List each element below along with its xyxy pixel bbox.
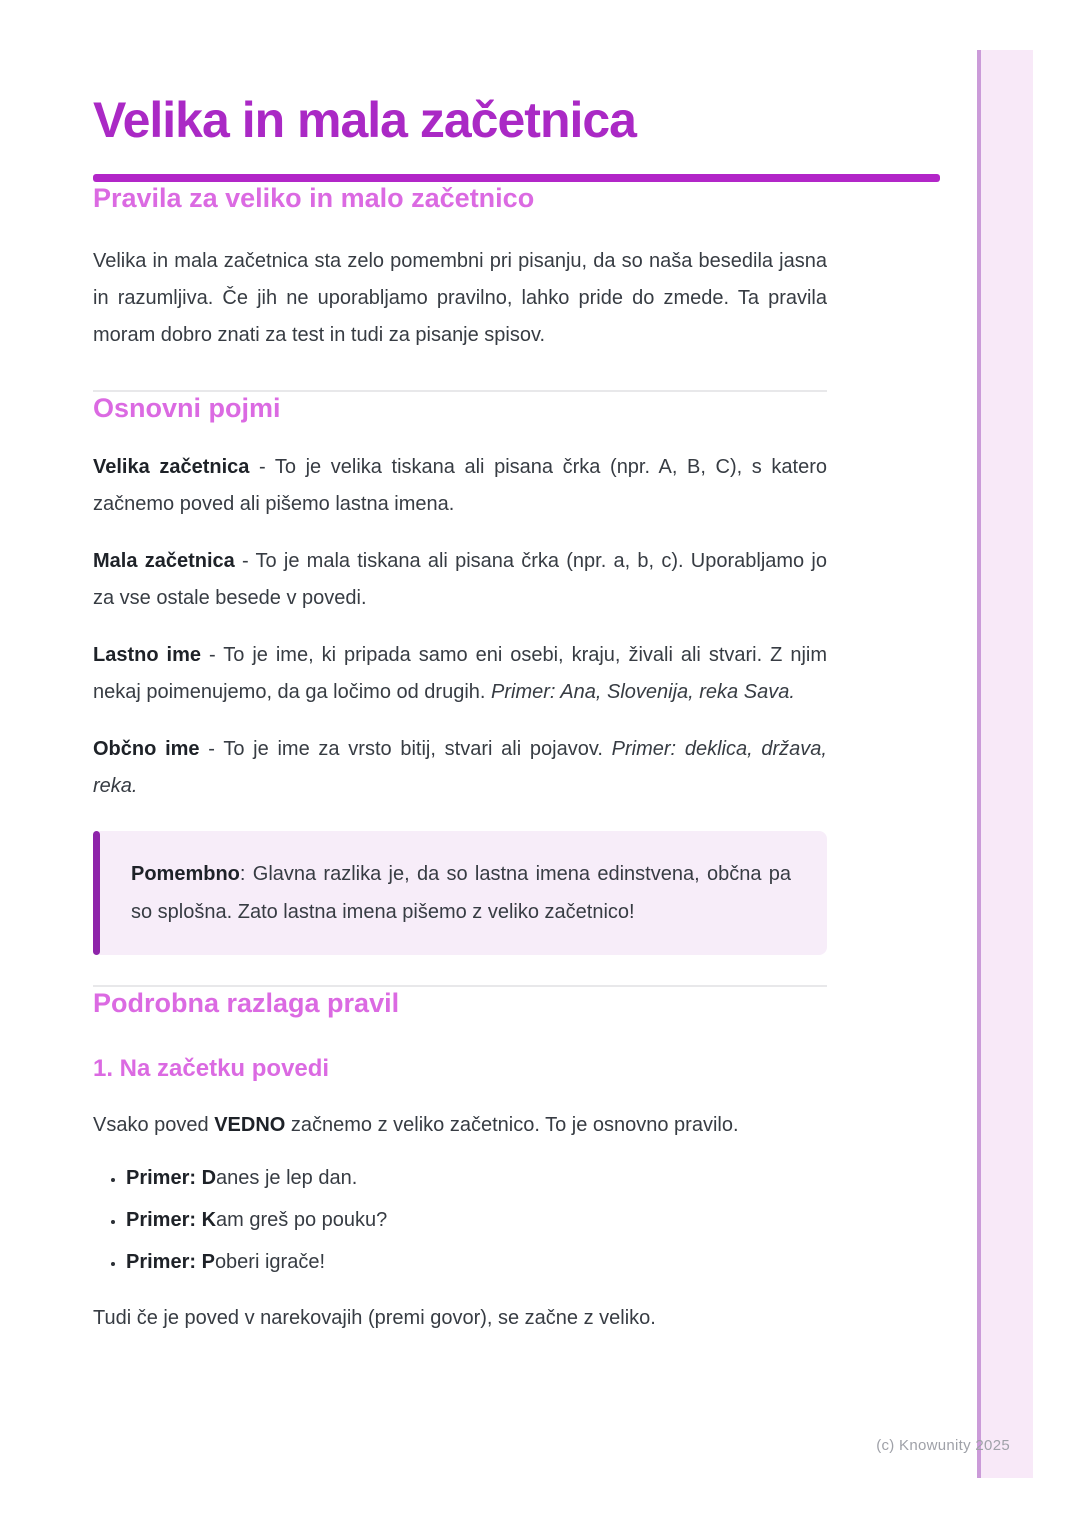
definition-body: To je velika tiskana ali pisana črka (npr. A, B, C), s katero začnemo poved ali pišemo lastna imena.	[93, 456, 827, 515]
definition-term: Mala začetnica	[93, 550, 235, 572]
definition-body: To je ime, ki pripada samo eni osebi, kraju, živali ali stvari. Z njim nekaj poimenujemo, da ga ločimo od drugih.	[93, 644, 827, 703]
definition-velika-zacetnica	[93, 449, 827, 523]
callout-label-separator: :	[239, 863, 253, 885]
page-title: Velika in mala začetnica	[93, 92, 636, 148]
definition-body: To je ime za vrsto bitij, stvari ali pojavov.	[223, 738, 603, 760]
example-list-item	[126, 1208, 940, 1232]
example-lead-letter: D	[201, 1167, 217, 1189]
section-heading-osnovni-pojmi: Osnovni pojmi	[93, 393, 281, 423]
callout-paragraph	[131, 855, 791, 931]
example-rest: am greš po pouku?	[216, 1209, 388, 1231]
example-rest: oberi igrače!	[214, 1251, 325, 1273]
callout-label: Pomembno	[131, 863, 240, 885]
intro-paragraph: Velika in mala začetnica sta zelo pomembni pri pisanju, da so naša besedila jasna in razumljiva. Če jih ne uporabljamo pravilno, lahko pride do zmede. Ta pravila moram dobro znati za test in tudi za pisanje spisov.	[93, 250, 827, 346]
example-list-item	[126, 1166, 940, 1190]
rule1-note-paragraph: Tudi če je poved v narekovajih (premi govor), se začne z veliko.	[93, 1307, 656, 1329]
example-label: Primer:	[126, 1167, 202, 1189]
important-callout	[93, 831, 827, 955]
subsection-heading-na-zacetku-povedi: 1. Na začetku povedi	[93, 1055, 330, 1082]
decorative-side-stripe	[977, 50, 1033, 1478]
definition-lastno-ime	[93, 637, 827, 711]
copyright-footer: (c) Knowunity 2025	[876, 1437, 1010, 1454]
definition-example: Primer: deklica, država, reka.	[93, 738, 827, 797]
definition-term: Velika začetnica	[93, 456, 250, 478]
definition-body: To je mala tiskana ali pisana črka (npr. a, b, c). Uporabljamo jo za vse ostale besede v povedi.	[93, 550, 827, 609]
definition-separator: -	[249, 456, 275, 478]
rule1-intro-post: začnemo z veliko začetnico. To je osnovno pravilo.	[285, 1114, 739, 1136]
example-label: Primer:	[126, 1209, 202, 1231]
section-heading-podrobna-razlaga: Podrobna razlaga pravil	[93, 988, 400, 1018]
definition-mala-zacetnica	[93, 543, 827, 617]
definition-term: Občno ime	[93, 738, 200, 760]
rule1-intro-pre: Vsako poved	[93, 1114, 215, 1136]
definition-separator: -	[201, 644, 224, 666]
example-list-item	[126, 1250, 940, 1274]
example-lead-letter: K	[201, 1209, 217, 1231]
title-underline-rule	[93, 174, 940, 182]
example-rest: anes je lep dan.	[216, 1167, 358, 1189]
definition-separator: -	[234, 550, 256, 572]
rule1-intro-paragraph	[93, 1107, 827, 1144]
examples-list	[93, 1166, 940, 1274]
definition-example: Primer: Ana, Slovenija, reka Sava.	[491, 681, 795, 703]
callout-text: Glavna razlika je, da so lastna imena edinstvena, občna pa so splošna. Zato lastna imena pišemo z veliko začetnico!	[131, 863, 791, 923]
note-content	[93, 0, 940, 1337]
definition-separator: -	[199, 738, 224, 760]
definition-term: Lastno ime	[93, 644, 201, 666]
rule1-intro-emphasis: VEDNO	[214, 1114, 286, 1136]
example-label: Primer:	[126, 1251, 202, 1273]
example-lead-letter: P	[201, 1251, 215, 1273]
section-heading-pravila-za-veliko: Pravila za veliko in malo začetnico	[93, 183, 535, 213]
definition-obcno-ime	[93, 731, 827, 805]
